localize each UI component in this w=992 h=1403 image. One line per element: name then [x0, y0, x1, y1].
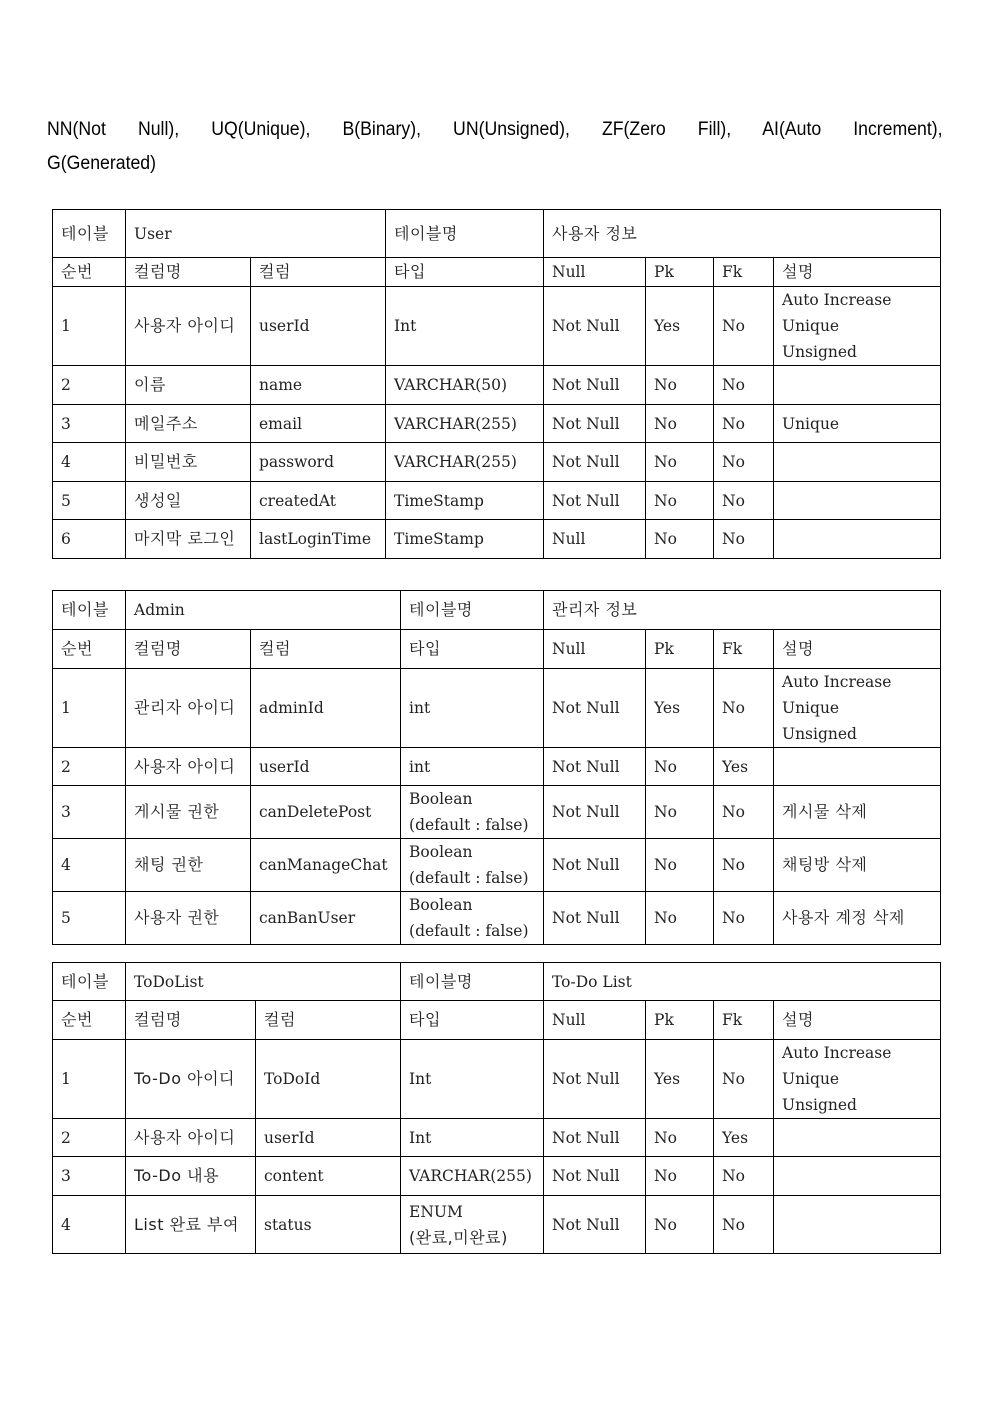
- table-row: [53, 287, 941, 366]
- foreign-key-flag: No: [714, 669, 774, 748]
- column-description-line: 사용자 계정 삭제: [782, 908, 905, 927]
- table-label: 테이블: [53, 963, 126, 1001]
- table-display-name: 관리자 정보: [544, 591, 941, 630]
- null-constraint: Not Null: [544, 1157, 646, 1196]
- table-name: User: [126, 210, 386, 258]
- column-korean-name: 채팅 권한: [126, 839, 251, 892]
- header-null: Null: [544, 258, 646, 287]
- row-number: 2: [53, 1119, 126, 1157]
- column-korean-name: 사용자 아이디: [126, 748, 251, 786]
- column-korean-name: 비밀번호: [126, 443, 251, 482]
- column-name: canDeletePost: [251, 786, 401, 839]
- null-constraint: Not Null: [544, 366, 646, 405]
- header-name: 컬럼: [256, 1001, 401, 1040]
- column-header-row: [53, 258, 941, 287]
- null-constraint: Not Null: [544, 287, 646, 366]
- null-constraint: Not Null: [544, 669, 646, 748]
- column-description-line: Unique: [782, 414, 840, 433]
- column-type-line: int: [409, 757, 431, 776]
- column-description: [774, 1157, 941, 1196]
- table-row: [53, 1040, 941, 1119]
- foreign-key-flag: No: [714, 1157, 774, 1196]
- column-korean-name: 메일주소: [126, 405, 251, 443]
- table-row: [53, 892, 941, 945]
- column-type-line: int: [409, 699, 431, 717]
- header-desc: 설명: [774, 1001, 941, 1040]
- column-type-line: Boolean: [409, 843, 473, 861]
- header-korean: 컬럼명: [126, 1001, 256, 1040]
- column-korean-name: 사용자 아이디: [126, 287, 251, 366]
- foreign-key-flag: No: [714, 786, 774, 839]
- column-type: [386, 443, 544, 482]
- column-name: createdAt: [251, 482, 386, 520]
- null-constraint: Not Null: [544, 1040, 646, 1119]
- column-description-line: Auto Increase: [782, 1044, 892, 1062]
- table-row: [53, 1157, 941, 1196]
- column-korean-name: List 완료 부여: [126, 1196, 256, 1254]
- table-row: [53, 520, 941, 559]
- header-fk: Fk: [714, 258, 774, 287]
- primary-key-flag: No: [646, 366, 714, 405]
- column-description: [774, 839, 941, 892]
- column-name: canManageChat: [251, 839, 401, 892]
- row-number: 4: [53, 839, 126, 892]
- null-constraint: Not Null: [544, 405, 646, 443]
- column-description: [774, 669, 941, 748]
- row-number: 1: [53, 287, 126, 366]
- header-no: 순번: [53, 1001, 126, 1040]
- table-row: [53, 839, 941, 892]
- column-korean-name: To-Do 아이디: [126, 1040, 256, 1119]
- row-number: 3: [53, 405, 126, 443]
- column-description-line: Unique: [782, 1070, 840, 1088]
- column-description-line: Unsigned: [782, 725, 857, 743]
- column-description-line: Unsigned: [782, 1096, 857, 1114]
- primary-key-flag: No: [646, 1196, 714, 1254]
- table-label: 테이블: [53, 591, 126, 630]
- null-constraint: Not Null: [544, 443, 646, 482]
- table-name: ToDoList: [126, 963, 401, 1001]
- row-number: 3: [53, 786, 126, 839]
- column-type: [386, 287, 544, 366]
- header-pk: Pk: [646, 630, 714, 669]
- foreign-key-flag: Yes: [714, 748, 774, 786]
- foreign-key-flag: No: [714, 1040, 774, 1119]
- primary-key-flag: No: [646, 892, 714, 945]
- header-korean: 컬럼명: [126, 630, 251, 669]
- primary-key-flag: No: [646, 1157, 714, 1196]
- column-type-line: ENUM: [409, 1202, 463, 1221]
- column-korean-name: 사용자 아이디: [126, 1119, 256, 1157]
- column-description: [774, 786, 941, 839]
- column-type-line: (완료,미완료): [409, 1227, 508, 1247]
- column-type: [401, 892, 544, 945]
- header-type: 타입: [401, 630, 544, 669]
- primary-key-flag: No: [646, 748, 714, 786]
- header-pk: Pk: [646, 258, 714, 287]
- foreign-key-flag: No: [714, 366, 774, 405]
- table-label: 테이블: [53, 210, 126, 258]
- legend-line-2: G(Generated): [47, 153, 157, 174]
- table-name: Admin: [126, 591, 401, 630]
- column-korean-name: 이름: [126, 366, 251, 405]
- table-admin: [52, 590, 941, 945]
- column-type-line: VARCHAR(255): [394, 414, 517, 433]
- primary-key-flag: Yes: [646, 669, 714, 748]
- column-description: [774, 443, 941, 482]
- column-korean-name: 관리자 아이디: [126, 669, 251, 748]
- header-null: Null: [544, 630, 646, 669]
- header-type: 타입: [401, 1001, 544, 1040]
- column-description: [774, 892, 941, 945]
- primary-key-flag: No: [646, 839, 714, 892]
- column-name: content: [256, 1157, 401, 1196]
- primary-key-flag: No: [646, 405, 714, 443]
- column-description-line: Auto Increase: [782, 673, 892, 691]
- column-korean-name: 생성일: [126, 482, 251, 520]
- constraint-legend: [47, 113, 943, 181]
- column-name: canBanUser: [251, 892, 401, 945]
- column-description-line: Unique: [782, 699, 840, 717]
- column-name: adminId: [251, 669, 401, 748]
- column-header-row: [53, 630, 941, 669]
- column-type-line: Boolean: [409, 896, 473, 914]
- header-fk: Fk: [714, 1001, 774, 1040]
- row-number: 5: [53, 892, 126, 945]
- primary-key-flag: No: [646, 1119, 714, 1157]
- column-type: [401, 786, 544, 839]
- column-korean-name: 사용자 권한: [126, 892, 251, 945]
- foreign-key-flag: No: [714, 839, 774, 892]
- column-type-line: Boolean: [409, 790, 473, 808]
- column-type: [401, 839, 544, 892]
- null-constraint: Not Null: [544, 1196, 646, 1254]
- foreign-key-flag: No: [714, 520, 774, 559]
- table-name-label: 테이블명: [401, 591, 544, 630]
- table-row: [53, 669, 941, 748]
- foreign-key-flag: No: [714, 443, 774, 482]
- table-row: [53, 748, 941, 786]
- table-row: [53, 366, 941, 405]
- column-name: name: [251, 366, 386, 405]
- column-type-line: (default : false): [409, 816, 529, 834]
- column-type-line: Int: [409, 1128, 432, 1147]
- column-type: [401, 748, 544, 786]
- column-name: lastLoginTime: [251, 520, 386, 559]
- header-null: Null: [544, 1001, 646, 1040]
- null-constraint: Null: [544, 520, 646, 559]
- column-type: [401, 1040, 544, 1119]
- primary-key-flag: No: [646, 520, 714, 559]
- foreign-key-flag: Yes: [714, 1119, 774, 1157]
- row-number: 1: [53, 1040, 126, 1119]
- column-description-line: 채팅방 삭제: [782, 855, 868, 874]
- column-name: userId: [251, 287, 386, 366]
- column-description: [774, 287, 941, 366]
- column-type-line: VARCHAR(255): [394, 453, 517, 471]
- row-number: 2: [53, 366, 126, 405]
- null-constraint: Not Null: [544, 1119, 646, 1157]
- primary-key-flag: No: [646, 786, 714, 839]
- column-description: [774, 748, 941, 786]
- column-type: [386, 405, 544, 443]
- table-title-row: [53, 210, 941, 258]
- column-type-line: Int: [394, 317, 417, 335]
- column-name: userId: [251, 748, 401, 786]
- foreign-key-flag: No: [714, 287, 774, 366]
- column-name: password: [251, 443, 386, 482]
- table-display-name: To-Do List: [544, 963, 941, 1001]
- row-number: 2: [53, 748, 126, 786]
- column-description: [774, 482, 941, 520]
- header-desc: 설명: [774, 258, 941, 287]
- foreign-key-flag: No: [714, 1196, 774, 1254]
- table-todolist: [52, 962, 941, 1254]
- column-description: [774, 1196, 941, 1254]
- column-name: ToDoId: [256, 1040, 401, 1119]
- header-desc: 설명: [774, 630, 941, 669]
- column-korean-name: 게시물 권한: [126, 786, 251, 839]
- header-name: 컬럼: [251, 258, 386, 287]
- table-row: [53, 786, 941, 839]
- legend-line-1: NN(Not Null), UQ(Unique), B(Binary), UN(Unsigned), ZF(Zero Fill), AI(Auto Increment),: [47, 119, 943, 140]
- column-type: [386, 482, 544, 520]
- column-type-line: TimeStamp: [394, 491, 484, 510]
- column-type-line: TimeStamp: [394, 530, 484, 548]
- primary-key-flag: Yes: [646, 1040, 714, 1119]
- foreign-key-flag: No: [714, 892, 774, 945]
- row-number: 1: [53, 669, 126, 748]
- column-description: [774, 366, 941, 405]
- primary-key-flag: No: [646, 482, 714, 520]
- table-row: [53, 1119, 941, 1157]
- column-description: [774, 1040, 941, 1119]
- column-type: [386, 366, 544, 405]
- table-row: [53, 405, 941, 443]
- header-name: 컬럼: [251, 630, 401, 669]
- table-row: [53, 443, 941, 482]
- column-type: [401, 1119, 544, 1157]
- column-header-row: [53, 1001, 941, 1040]
- column-korean-name: To-Do 내용: [126, 1157, 256, 1196]
- column-type: [386, 520, 544, 559]
- column-type-line: VARCHAR(50): [394, 376, 508, 394]
- column-type-line: (default : false): [409, 869, 529, 887]
- column-type: [401, 669, 544, 748]
- column-description-line: 게시물 삭제: [782, 802, 868, 821]
- column-korean-name: 마지막 로그인: [126, 520, 251, 559]
- header-type: 타입: [386, 258, 544, 287]
- column-description: [774, 405, 941, 443]
- header-pk: Pk: [646, 1001, 714, 1040]
- primary-key-flag: No: [646, 443, 714, 482]
- column-type: [401, 1196, 544, 1254]
- table-row: [53, 482, 941, 520]
- null-constraint: Not Null: [544, 482, 646, 520]
- column-description-line: Auto Increase: [782, 291, 892, 309]
- table-name-label: 테이블명: [401, 963, 544, 1001]
- null-constraint: Not Null: [544, 839, 646, 892]
- column-description-line: Unsigned: [782, 343, 857, 361]
- null-constraint: Not Null: [544, 786, 646, 839]
- column-name: email: [251, 405, 386, 443]
- header-fk: Fk: [714, 630, 774, 669]
- column-name: userId: [256, 1119, 401, 1157]
- table-name-label: 테이블명: [386, 210, 544, 258]
- header-no: 순번: [53, 630, 126, 669]
- row-number: 4: [53, 1196, 126, 1254]
- column-description: [774, 520, 941, 559]
- table-user: [52, 209, 941, 559]
- foreign-key-flag: No: [714, 405, 774, 443]
- column-type: [401, 1157, 544, 1196]
- row-number: 4: [53, 443, 126, 482]
- table-title-row: [53, 591, 941, 630]
- column-description-line: Unique: [782, 317, 840, 335]
- row-number: 5: [53, 482, 126, 520]
- primary-key-flag: Yes: [646, 287, 714, 366]
- header-korean: 컬럼명: [126, 258, 251, 287]
- header-no: 순번: [53, 258, 126, 287]
- row-number: 6: [53, 520, 126, 559]
- column-type-line: Int: [409, 1070, 432, 1088]
- table-display-name: 사용자 정보: [544, 210, 941, 258]
- null-constraint: Not Null: [544, 892, 646, 945]
- null-constraint: Not Null: [544, 748, 646, 786]
- foreign-key-flag: No: [714, 482, 774, 520]
- row-number: 3: [53, 1157, 126, 1196]
- table-title-row: [53, 963, 941, 1001]
- column-name: status: [256, 1196, 401, 1254]
- column-description: [774, 1119, 941, 1157]
- column-type-line: VARCHAR(255): [409, 1167, 532, 1185]
- table-row: [53, 1196, 941, 1254]
- column-type-line: (default : false): [409, 922, 529, 940]
